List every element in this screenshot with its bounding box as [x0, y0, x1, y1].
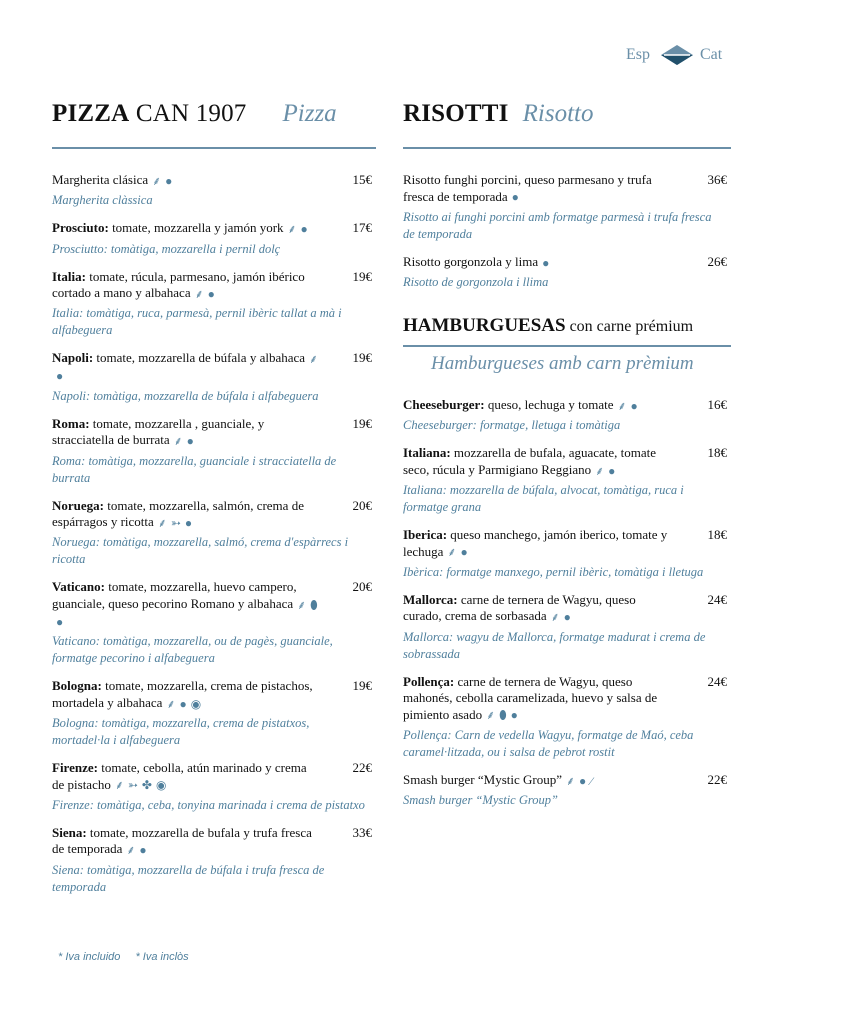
lang-cat-link[interactable]: Cat	[700, 46, 723, 63]
item-name: Iberica:	[403, 527, 448, 543]
menu-item	[403, 674, 731, 761]
egg-icon: ⬮	[310, 597, 318, 612]
item-description	[403, 592, 731, 626]
item-name: Italiana:	[403, 445, 451, 461]
item-description	[403, 254, 731, 271]
pizza-divider	[52, 147, 376, 149]
iva-es: * Iva incluido	[58, 951, 121, 963]
wheat-icon: ⸙	[152, 173, 162, 188]
menu-item	[403, 254, 731, 291]
drop-icon: ●	[300, 222, 308, 237]
pizza-title-alt: Pizza	[282, 100, 337, 127]
menu-item	[52, 269, 376, 340]
burgers-list	[403, 397, 731, 809]
shellfish-icon: ✤	[141, 778, 152, 793]
item-text: carne de ternera de Wagyu, queso curado, crema de sorbasada	[403, 591, 636, 624]
item-text: queso manchego, jamón iberico, tomate y lechuga	[403, 527, 668, 559]
item-translation: Risotto ai funghi porcini amb formatge parmesà i trufa fresca de temporada	[403, 209, 712, 241]
wheat-icon: ⸙	[166, 696, 176, 711]
menu-item	[403, 172, 731, 243]
item-text: tomate, mozzarella, huevo campero, guanciale, queso pecorino Romano y albahaca	[52, 579, 297, 611]
item-price: 19€	[352, 350, 372, 366]
drop-icon: ●	[542, 255, 550, 270]
item-description	[403, 527, 731, 561]
item-translation: Napoli: tomàtiga, mozzarella de búfala i alfabeguera	[52, 388, 319, 403]
burgers-title-rest: con carne prémium	[569, 318, 694, 336]
item-translation: Margherita clàssica	[52, 193, 153, 208]
menu-item	[52, 498, 376, 569]
item-name: Bologna:	[52, 678, 102, 694]
wheat-icon: ⸙	[595, 463, 605, 478]
drop-icon: ●	[186, 434, 194, 449]
item-description	[52, 269, 376, 303]
item-text: queso, lechuga y tomate	[487, 397, 614, 413]
drop-icon: ●	[563, 610, 571, 625]
item-description	[52, 760, 376, 794]
drop-icon: ●	[179, 696, 187, 711]
menu-item	[52, 350, 376, 405]
burgers-title-alt: Hamburgueses amb carn prèmium	[431, 353, 694, 375]
item-translation: Risotto de gorgonzola i llima	[403, 275, 549, 290]
burgers-title: HAMBURGUESAS	[403, 315, 566, 337]
wheat-icon: ⸙	[565, 773, 575, 788]
item-description	[403, 445, 731, 479]
item-translation: Italia: tomàtiga, ruca, parmesà, pernil ibèric tallat a mà i alfabeguera	[52, 306, 342, 338]
menu-item	[52, 760, 376, 814]
item-price: 18€	[707, 527, 727, 543]
pizza-section	[52, 100, 376, 907]
item-name: Cheeseburger:	[403, 397, 485, 413]
item-name: Mallorca:	[403, 591, 458, 607]
item-description	[52, 220, 376, 237]
item-translation: Siena: tomàtiga, mozzarella de búfala i trufa fresca de temporada	[52, 862, 325, 894]
item-translation: Mallorca: wagyu de Mallorca, formatge madurat i crema de sobrassada	[403, 629, 706, 661]
item-name: Pollença:	[403, 673, 455, 689]
menu-item	[403, 445, 731, 516]
item-description	[52, 416, 376, 450]
drop-icon: ●	[165, 173, 173, 188]
item-description	[403, 172, 731, 206]
wheat-icon: ⸙	[309, 352, 319, 367]
item-description	[403, 772, 731, 789]
drop-icon: ●	[630, 398, 638, 413]
menu-item	[403, 772, 731, 809]
pizza-title-rest: CAN 1907	[135, 100, 247, 127]
menu-item	[403, 527, 731, 581]
wheat-icon: ⸙	[114, 778, 124, 793]
item-translation: Ibèrica: formatge manxego, pernil ibèric, tomàtiga i lletuga	[403, 564, 704, 579]
lang-esp-link[interactable]: Esp	[626, 46, 650, 63]
risotti-section	[403, 100, 731, 291]
item-text: tomate, mozzarella y jamón york	[112, 220, 284, 236]
item-price: 19€	[352, 678, 372, 694]
item-translation: Italiana: mozzarella de búfala, alvocat, tomàtiga, ruca i formatge grana	[403, 483, 684, 515]
risotti-heading	[403, 100, 731, 147]
item-description	[52, 172, 376, 189]
item-price: 19€	[352, 268, 372, 284]
menu-item	[403, 397, 731, 434]
item-price: 18€	[707, 445, 727, 461]
menu-item	[52, 825, 376, 896]
nut-icon: ◉	[155, 778, 167, 793]
drop-icon: ●	[184, 515, 193, 530]
wheat-icon: ⸙	[173, 434, 183, 449]
item-name: Firenze:	[52, 760, 98, 776]
item-price: 15€	[352, 172, 372, 187]
item-text: tomate, cebolla, atún marinado y crema de pistacho	[52, 760, 307, 792]
item-description	[52, 498, 376, 532]
footer-note	[58, 951, 201, 963]
item-price: 19€	[352, 415, 372, 431]
item-text: tomate, mozzarella , guanciale, y stracciatella de burrata	[52, 415, 265, 448]
item-name: Roma:	[52, 415, 90, 431]
iva-ca: * Iva inclòs	[135, 951, 189, 963]
item-translation: Smash burger “Mystic Group”	[403, 793, 558, 808]
wheat-icon: ⸙	[447, 545, 457, 560]
item-translation: Firenze: tomàtiga, ceba, tonyina marinada i crema de pistatxo	[52, 797, 365, 812]
drop-icon: ●	[139, 843, 147, 858]
item-translation: Cheeseburger: formatge, lletuga i tomàtiga	[403, 418, 621, 433]
item-text: Risotto gorgonzola y lima	[403, 253, 539, 269]
menu-item	[52, 678, 376, 749]
drop-icon: ●	[56, 369, 64, 384]
nut-icon: ◉	[190, 696, 202, 711]
right-column	[403, 100, 731, 820]
item-price: 24€	[707, 673, 727, 689]
diamond-logo-icon	[660, 44, 694, 66]
item-name: Prosciuto:	[52, 220, 109, 236]
item-price: 22€	[707, 771, 727, 787]
drop-icon: ●	[207, 286, 215, 301]
item-price: 16€	[707, 397, 727, 413]
wheat-icon: ⸙	[157, 515, 167, 530]
item-price: 33€	[352, 824, 372, 840]
item-price: 24€	[707, 591, 727, 607]
pizza-title-bold: PIZZA	[52, 100, 130, 127]
item-description	[52, 579, 376, 630]
item-description	[52, 350, 376, 385]
pizza-list	[52, 172, 376, 896]
item-text: tomate, mozzarella, salmón, crema de espárragos y ricotta	[52, 497, 304, 530]
item-name: Napoli:	[52, 350, 94, 366]
item-name: Siena:	[52, 824, 87, 840]
item-translation: Prosciutto: tomàtiga, mozzarella i pernil dolç	[52, 241, 281, 256]
item-text: Risotto funghi porcini, queso parmesano y trufa fresca de temporada	[403, 172, 652, 204]
mustard-icon: ⁄	[590, 773, 593, 788]
language-switcher	[626, 44, 736, 68]
drop-icon: ●	[510, 708, 518, 723]
item-translation: Pollença: Carn de vedella Wagyu, formatge de Maó, ceba caramel·litzada, ou i salsa de pebrot rostit	[403, 727, 694, 759]
item-name: Vaticano:	[52, 579, 105, 595]
item-text: Smash burger “Mystic Group”	[403, 771, 562, 787]
wheat-icon: ⸙	[550, 610, 560, 625]
risotti-divider	[403, 147, 731, 149]
item-price: 20€	[352, 579, 372, 595]
egg-icon: ⬮	[499, 708, 507, 723]
drop-icon: ●	[511, 190, 519, 205]
item-price: 20€	[352, 497, 372, 513]
item-description	[403, 397, 731, 414]
item-price: 22€	[352, 760, 372, 776]
risotti-list	[403, 172, 731, 291]
item-price: 36€	[707, 172, 727, 187]
drop-icon: ●	[608, 463, 616, 478]
risotti-title: RISOTTI	[403, 100, 509, 127]
drop-icon: ●	[56, 614, 64, 629]
menu-item	[52, 172, 376, 209]
item-description	[52, 678, 376, 712]
item-translation: Vaticano: tomàtiga, mozzarella, ou de pagès, guanciale, formatge pecorino i alfabeguera	[52, 634, 333, 666]
item-text: tomate, mozzarella de bufala y trufa fresca de temporada	[52, 824, 312, 857]
burgers-heading	[403, 315, 731, 347]
item-translation: Noruega: tomàtiga, mozzarella, salmó, crema d'espàrrecs i ricotta	[52, 535, 349, 567]
item-name: Noruega:	[52, 497, 104, 513]
item-description	[52, 825, 376, 859]
wheat-icon: ⸙	[126, 843, 136, 858]
wheat-icon: ⸙	[486, 708, 496, 723]
drop-icon: ●	[579, 773, 587, 788]
menu-item	[403, 592, 731, 663]
item-text: tomate, rúcula, parmesano, jamón ibérico cortado a mano y albahaca	[52, 268, 305, 301]
drop-icon: ●	[460, 545, 468, 560]
fish-icon: ➳	[127, 778, 138, 793]
risotti-title-alt: Risotto	[522, 100, 594, 127]
burgers-divider	[403, 345, 731, 347]
item-text: Margherita clásica	[52, 172, 149, 187]
wheat-icon: ⸙	[194, 286, 204, 301]
item-name: Italia:	[52, 268, 86, 284]
item-translation: Bologna: tomàtiga, mozzarella, crema de pistatxos, mortadel·la i alfabeguera	[52, 716, 310, 748]
item-translation: Roma: tomàtiga, mozzarella, guanciale i stracciatella de burrata	[52, 453, 337, 485]
wheat-icon: ⸙	[617, 398, 627, 413]
item-price: 17€	[352, 220, 372, 236]
menu-item	[52, 416, 376, 487]
fish-icon: ➳	[170, 515, 181, 530]
wheat-icon: ⸙	[287, 222, 297, 237]
item-description	[403, 674, 731, 724]
item-text: mozzarella de bufala, aguacate, tomate seco, rúcula y Parmigiano Reggiano	[403, 445, 657, 477]
item-text: carne de ternera de Wagyu, queso mahonés, cebolla caramelizada, huevo y salsa de pimiento asado	[403, 673, 658, 722]
menu-item	[52, 220, 376, 257]
pizza-heading	[52, 100, 376, 147]
menu-item	[52, 579, 376, 667]
wheat-icon: ⸙	[297, 597, 307, 612]
item-price: 26€	[707, 253, 727, 269]
item-text: tomate, mozzarella, crema de pistachos, mortadela y albahaca	[52, 678, 313, 710]
item-text: tomate, mozzarella de búfala y albahaca	[96, 350, 306, 366]
